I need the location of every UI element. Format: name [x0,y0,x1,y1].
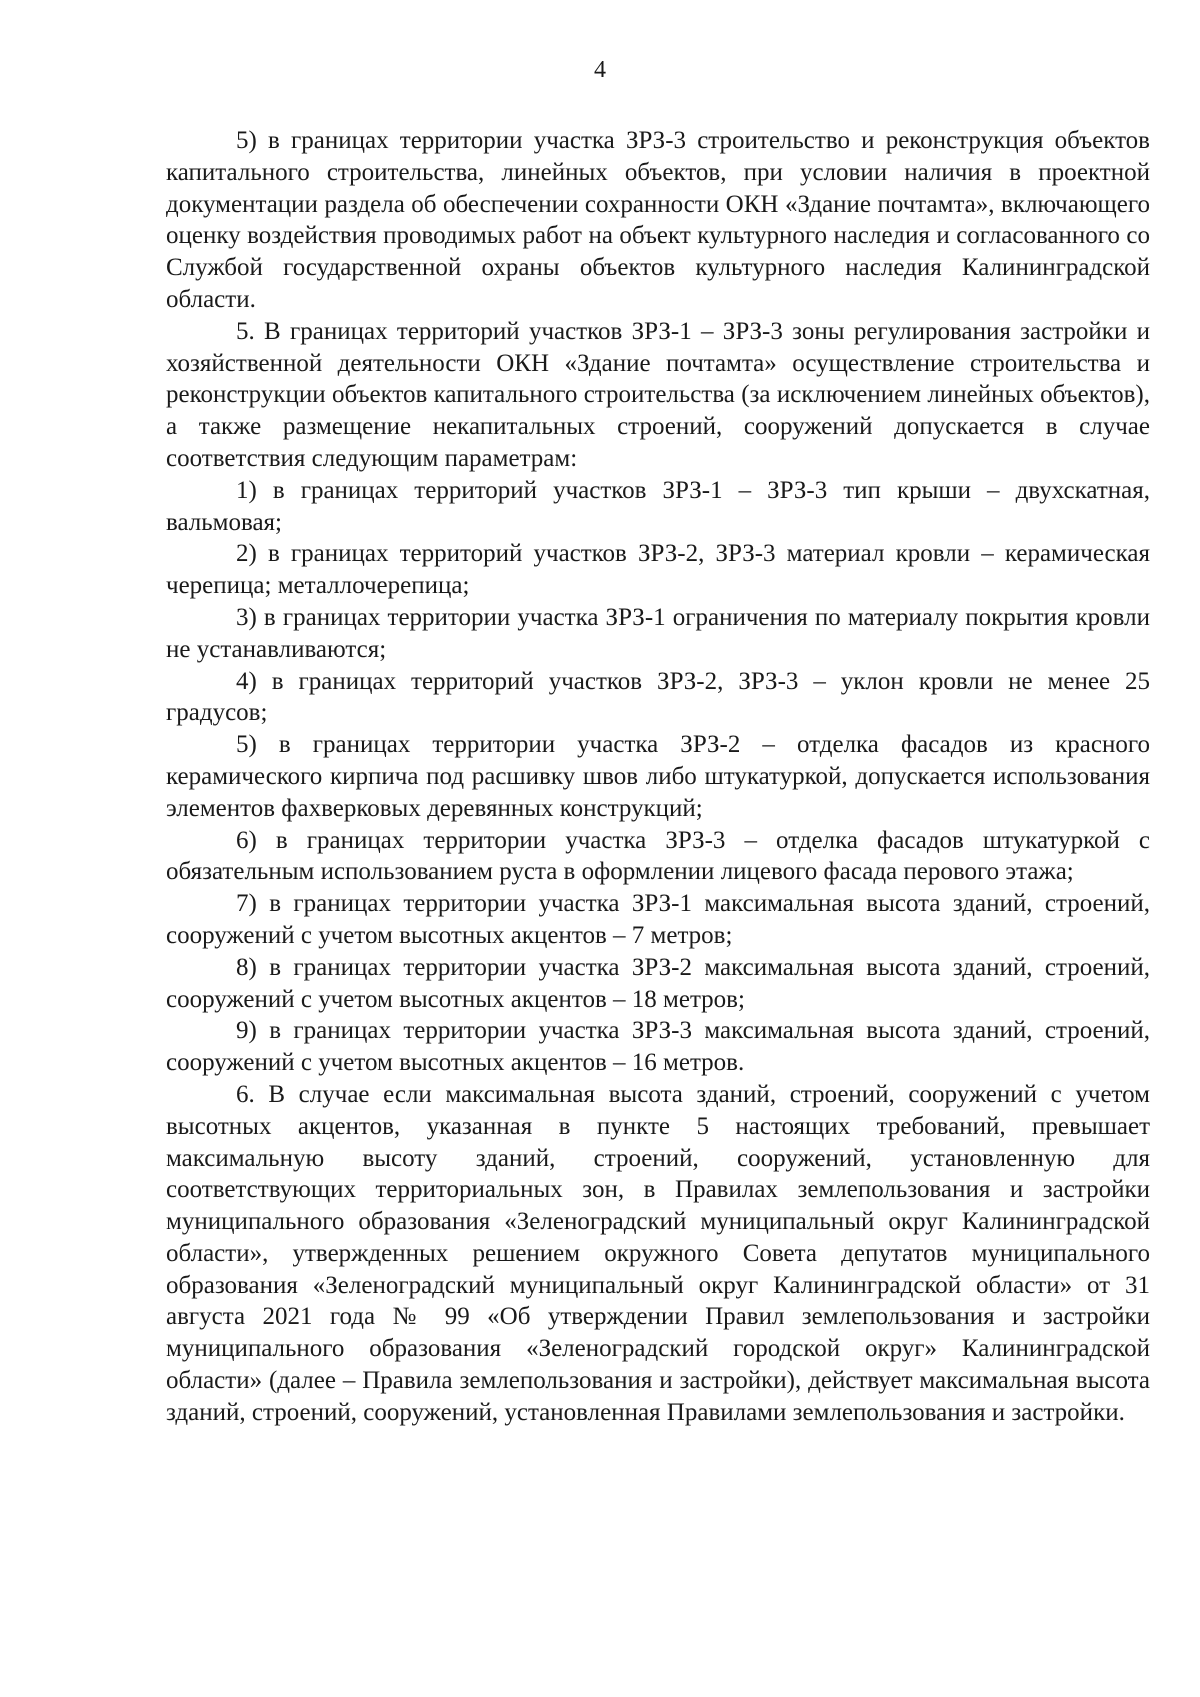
paragraph-param-3-roof-restrictions: 3) в границах территории участка ЗРЗ-1 ограничения по материалу покрытия кровли не устанавливаются; [166,603,1150,663]
paragraph-param-5-facade-zrz2: 5) в границах территории участка ЗРЗ-2 – отделка фасадов из красного керамического кирпича под расшивку швов либо штукатуркой, допускается использования элементов фахверковых деревянных конструкций; [166,731,1150,822]
page-number: 4 [594,57,606,83]
paragraph-param-6-facade-zrz3: 6) в границах территории участка ЗРЗ-3 – отделка фасадов штукатуркой с обязательным использованием руста в оформлении лицевого фасада перового этажа; [166,826,1150,886]
paragraph-param-9-height-zrz3: 9) в границах территории участка ЗРЗ-3 максимальная высота зданий, строений, сооружений с учетом высотных акцентов – 16 метров. [166,1017,1150,1077]
paragraph-param-4-roof-slope: 4) в границах территорий участков ЗРЗ-2, ЗРЗ-3 – уклон кровли не менее 25 градусов; [166,667,1150,727]
paragraph-clause-5: 5. В границах территорий участков ЗРЗ-1 – ЗРЗ-3 зоны регулирования застройки и хозяйственной деятельности ОКН «Здание почтамта» осуществление строительства и реконструкции объектов капитального строительства (за исключением линейных объектов), а также размещение некапитальных строений, сооружений допускается в случае соответствия следующим параметрам: [166,317,1150,472]
document-body [166,125,1150,1429]
paragraph-param-1-roof-type: 1) в границах территорий участков ЗРЗ-1 – ЗРЗ-3 тип крыши – двухскатная, вальмовая; [166,476,1150,536]
paragraph-param-7-height-zrz1: 7) в границах территории участка ЗРЗ-1 максимальная высота зданий, строений, сооружений с учетом высотных акцентов – 7 метров; [166,890,1150,949]
paragraph-item-5-zrz3-construction: 5) в границах территории участка ЗРЗ-3 строительство и реконструкция объектов капитального строительства, линейных объектов, при условии наличия в проектной документации раздела об обеспечении сохранности ОКН «Здание почтамта», включающего оценку воздействия проводимых работ на объект культурного наследия и согласованного со Службой государственной охраны объектов культурного наследия Калининградской области. [166,127,1150,313]
paragraph-clause-6: 6. В случае если максимальная высота зданий, строений, сооружений с учетом высотных акцентов, указанная в пункте 5 настоящих требований, превышает максимальную высоту зданий, строений, сооружений, установленную для соответствующих территориальных зон, в Правилах землепользования и застройки муниципального образования «Зеленоградский муниципальный округ Калининградской области», утвержденных решением окружного Совета депутатов муниципального образования «Зеленоградский муниципальный округ Калининградской области» от 31 августа 2021 года № 99 «Об утверждении Правил землепользования и застройки муниципального образования «Зеленоградский городской округ» Калининградской области» (далее – Правила землепользования и застройки), действует максимальная высота зданий, строений, сооружений, установленная Правилами землепользования и застройки. [166,1080,1150,1426]
paragraph-param-2-roof-material: 2) в границах территорий участков ЗРЗ-2, ЗРЗ-3 материал кровли – керамическая черепица; металлочерепица; [166,540,1150,600]
paragraph-param-8-height-zrz2: 8) в границах территории участка ЗРЗ-2 максимальная высота зданий, строений, сооружений с учетом высотных акцентов – 18 метров; [166,953,1150,1013]
